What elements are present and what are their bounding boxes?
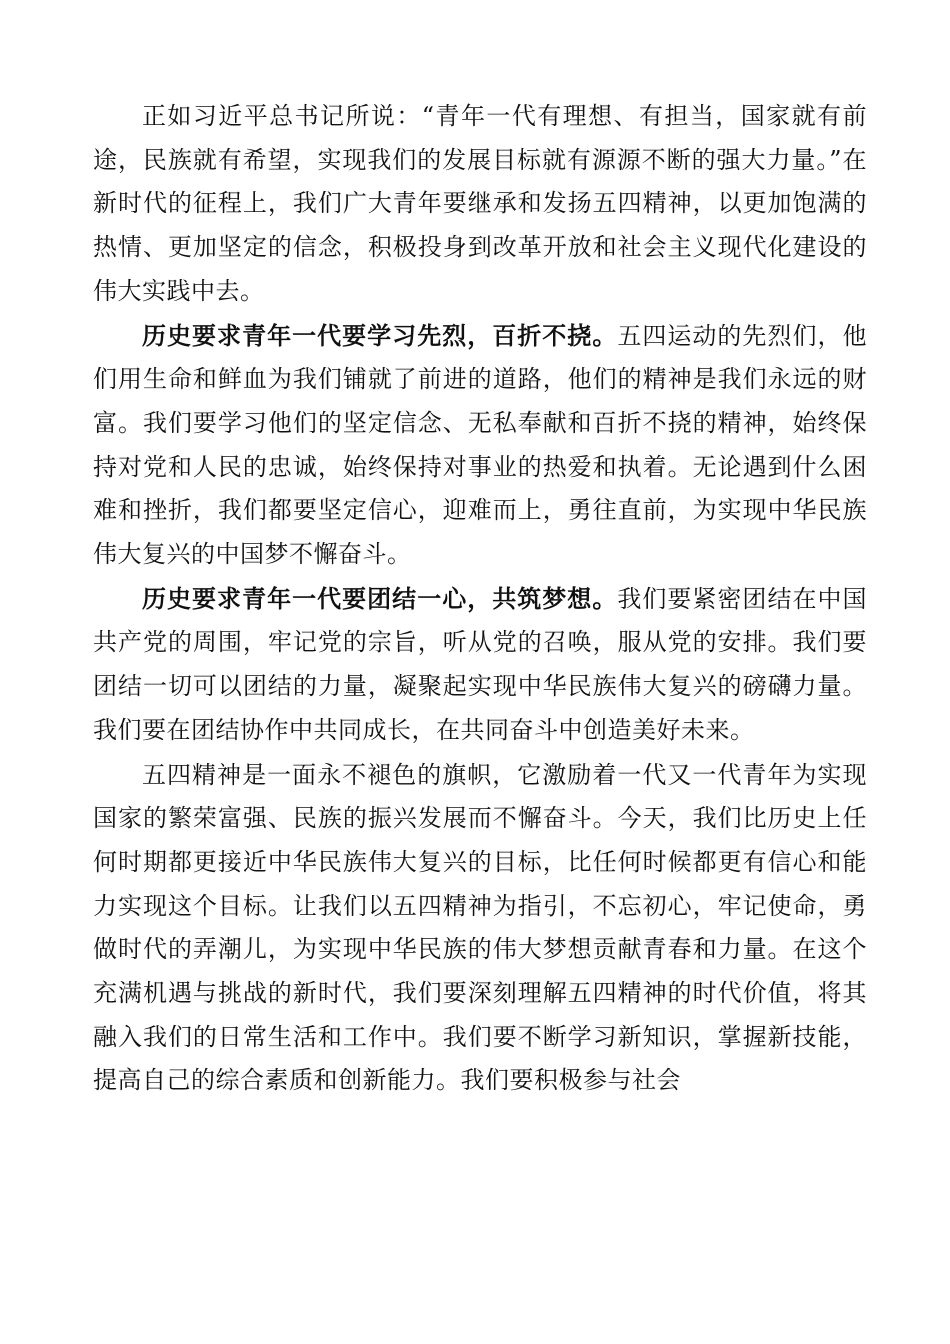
paragraph-text: 正如习近平总书记所说：“青年一代有理想、有担当，国家就有前途，民族就有希望，实现我们的发展目标就有源源不断的强大力量。”在新时代的征程上，我们广大青年要继承和发扬五四精神，以更加饱满的热情、更加坚定的信念，积极投身到改革开放和社会主义现代化建设的伟大实践中去。 — [93, 102, 867, 305]
paragraph-quote — [93, 94, 867, 314]
document-body — [93, 94, 867, 1103]
paragraph-unity — [93, 577, 867, 753]
paragraph-text: 五四精神是一面永不褪色的旗帜，它激励着一代又一代青年为实现国家的繁荣富强、民族的振兴发展而不懈奋斗。今天，我们比历史上任何时期都更接近中华民族伟大复兴的目标，比任何时候都更有信心和能力实现这个目标。让我们以五四精神为指引，不忘初心，牢记使命，勇做时代的弄潮儿，为实现中华民族的伟大梦想贡献青春和力量。在这个充满机遇与挑战的新时代，我们要深刻理解五四精神的时代价值，将其融入我们的日常生活和工作中。我们要不断学习新知识，掌握新技能，提高自己的综合素质和创新能力。我们要积极参与社会 — [93, 760, 867, 1095]
paragraph-may-fourth-spirit — [93, 753, 867, 1104]
paragraph-learn-martyrs — [93, 314, 867, 577]
paragraph-text: 我们要紧密团结在中国共产党的周围，牢记党的宗旨，听从党的召唤，服从党的安排。我们要团结一切可以团结的力量，凝聚起实现中华民族伟大复兴的磅礴力量。我们要在团结协作中共同成长，在共同奋斗中创造美好未来。 — [93, 584, 868, 744]
paragraph-lead: 历史要求青年一代要团结一心，共筑梦想。 — [142, 583, 618, 613]
paragraph-text: 五四运动的先烈们，他们用生命和鲜血为我们铺就了前进的道路，他们的精神是我们永远的财富。我们要学习他们的坚定信念、无私奉献和百折不挠的精神，始终保持对党和人民的忠诚，始终保持对事业的热爱和执着。无论遇到什么困难和挫折，我们都要坚定信心，迎难而上，勇往直前，为实现中华民族伟大复兴的中国梦不懈奋斗。 — [93, 321, 868, 569]
paragraph-lead: 历史要求青年一代要学习先烈，百折不挠。 — [142, 320, 618, 350]
